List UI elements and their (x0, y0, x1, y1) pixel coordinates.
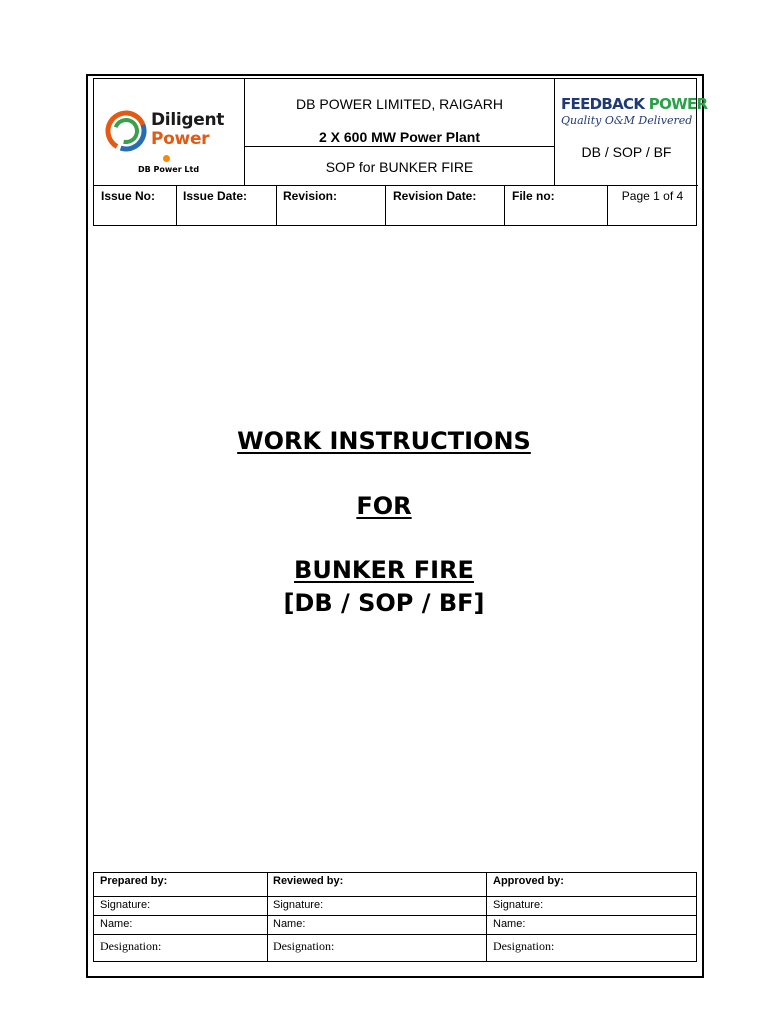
document-header (93, 78, 708, 226)
diligent-power-logo (94, 79, 244, 185)
prepared-by-label: Prepared by: (100, 875, 168, 887)
approved-designation-label: Designation: (493, 939, 555, 953)
revision-label: Revision: (283, 189, 338, 203)
issue-no-label: Issue No: (101, 189, 156, 203)
main-title-for: FOR (356, 492, 412, 520)
diligent-logo-text: Diligent Power (151, 110, 225, 149)
issue-date-label: Issue Date: (183, 189, 248, 203)
prepared-designation-label: Designation: (100, 939, 162, 953)
feedback-tagline: Quality O&M Delivered (561, 114, 693, 127)
logo-dot-icon (163, 155, 170, 162)
approved-name-label: Name: (493, 918, 526, 930)
document-code: DB / SOP / BF (581, 144, 672, 160)
feedback-power-logo: FEEDBACK POWER Quality O&M Delivered (561, 95, 708, 127)
approval-table (93, 872, 697, 962)
company-name: DB POWER LIMITED, RAIGARH (296, 96, 503, 112)
reviewed-by-label: Reviewed by: (273, 875, 344, 887)
approved-by-label: Approved by: (493, 875, 564, 887)
sop-title: SOP for BUNKER FIRE (325, 159, 474, 175)
plant-name: 2 X 600 MW Power Plant (318, 129, 481, 145)
reviewed-signature-label: Signature: (273, 899, 324, 911)
main-title-work-instructions: WORK INSTRUCTIONS (237, 427, 531, 455)
prepared-name-label: Name: (100, 918, 133, 930)
approved-signature-label: Signature: (493, 899, 544, 911)
reviewed-designation-label: Designation: (273, 939, 335, 953)
revision-date-label: Revision Date: (393, 189, 477, 203)
prepared-signature-label: Signature: (100, 899, 151, 911)
page-number: Page 1 of 4 (621, 189, 684, 203)
diligent-logo-subtitle: DB Power Ltd (138, 165, 200, 174)
main-title-bunker-fire: BUNKER FIRE (294, 556, 474, 584)
diligent-ring-icon (104, 109, 148, 153)
reviewed-name-label: Name: (273, 918, 306, 930)
main-title-doc-code: [DB / SOP / BF] (283, 589, 485, 617)
file-no-label: File no: (512, 189, 555, 203)
